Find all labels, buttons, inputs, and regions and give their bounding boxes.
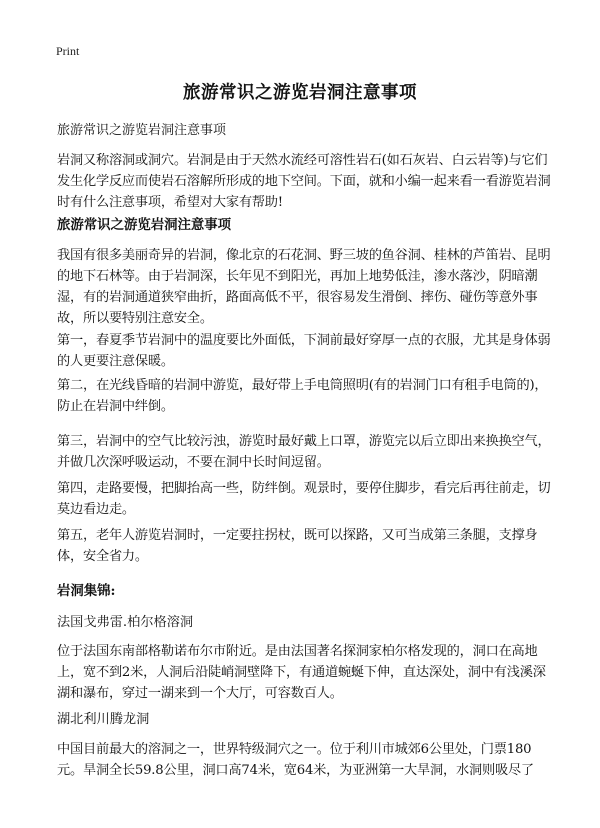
tip-paragraph-4: 第四，走路要慢，把脚抬高一些，防绊倒。观景时，要停住脚步，看完后再往前走，切莫边看边走。 xyxy=(57,481,551,517)
intro-paragraph: 岩洞又称溶洞或洞穴。岩洞是由于天然水流经可溶性岩石(如石灰岩、白云岩等)与它们发生化学反应而使岩石溶解所形成的地下空间。下面，就和小编一起来看一看游览岩洞时有什么注意事项，希望对大家有帮助! xyxy=(57,153,551,210)
section-heading-caves: 岩洞集锦: xyxy=(57,583,116,599)
tip-paragraph-5: 第五，老年人游览岩洞时，一定要拄拐杖，既可以探路，又可当成第三条腿，支撑身体，安全省力。 xyxy=(57,528,538,564)
cave-name-1: 法国戈弗雷.柏尔格溶洞 xyxy=(57,615,194,630)
cave-description-1: 位于法国东南部格勒诺布尔市附近。是由法国著名探洞家柏尔格发现的，洞口在高地上，宽不到2米，人洞后沿陡峭洞壁降下，有通道蜿蜒下伸，直达深处，洞中有浅溪深湖和瀑布，穿过一湖来到一个大厅，可容数百人。 xyxy=(57,644,546,701)
cave-name-2: 湖北利川腾龙洞 xyxy=(57,712,150,727)
cave-description-2: 中国目前最大的溶洞之一，世界特级洞穴之一。位于利川市城郊6公里处，门票180元。旱洞全长59.8公里，洞口高74米，宽64米，为亚洲第一大旱洞，水洞则吸尽了 xyxy=(57,742,534,778)
section-heading-precautions: 旅游常识之游览岩洞注意事项 xyxy=(57,217,232,233)
tip-paragraph-3: 第三，岩洞中的空气比较污浊，游览时最好戴上口罩，游览完以后立即出来换换空气，并做几次深呼吸运动，不要在洞中长时间逗留。 xyxy=(57,434,551,470)
page-title: 旅游常识之游览岩洞注意事项 xyxy=(183,83,417,103)
tip-paragraph-2: 第二，在光线昏暗的岩洞中游览，最好带上手电筒照明(有的岩洞门口有租手电筒的)，防止在岩洞中绊倒。 xyxy=(57,378,548,414)
tip-paragraph-1: 第一，春夏季节岩洞中的温度要比外面低，下洞前最好穿厚一点的衣服，尤其是身体弱的人更要注意保暖。 xyxy=(57,333,551,369)
precautions-intro-paragraph: 我国有很多美丽奇异的岩洞，像北京的石花洞、野三坡的鱼谷洞、桂林的芦笛岩、昆明的地下石林等。由于岩洞深，长年见不到阳光，再加上地势低洼，渗水落沙，阴暗潮湿，有的岩洞通道狭窄曲折，路面高低不平，很容易发生滑倒、摔伤、碰伤等意外事故，所以要特别注意安全。 xyxy=(57,248,551,326)
print-link[interactable]: Print xyxy=(56,44,80,58)
article-subtitle: 旅游常识之游览岩洞注意事项 xyxy=(57,123,227,138)
